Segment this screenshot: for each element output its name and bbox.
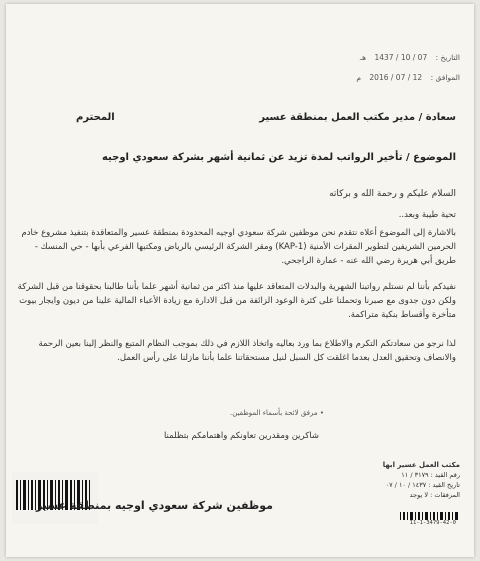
body-paragraph-2: نفيدكم بأننا لم نستلم رواتبنا الشهرية والبدلات المتعاقد عليها منذ اكثر من ثمانية أشهر علما بأننا طالبنا بحقوقنا من قبل الشركة ولكن دون جدوى مع صبرنا وتحملنا على كثرة الوعود الزائفة من قبل الادارة مع زيادة الأعباء المالية علينا من ديون وايجار بيوت متأخرة وأقساط بنكية متراكمة. [17,282,456,320]
incoming-stamp [378,460,460,512]
body-paragraph-3: لذا نرجو من سعادتكم التكرم والاطلاع بما ورد بعاليه واتخاذ اللازم في ذلك بموجب النظام المتبع والنظر إلينا بعين الرحمة والانصاف وتحقيق العدل بعدما اغلقت كل السبل لنيل مستحقاتنا علما بأننا مازلنا على رأس العمل. [38,339,456,363]
barcode-icon [12,472,98,524]
hijri-suffix: هـ [359,53,367,62]
stamp-code: 11-1-3479-42-0 [409,520,456,526]
letter-page [6,4,474,557]
barcode-sticker [12,472,98,524]
bullet-icon: • [317,409,324,417]
stamp-title: مكتب العمل عسير ابها [382,461,460,469]
sender-signature: موظفين شركة سعودي اوجيه بمنطقة عسير [36,499,273,512]
body-paragraph-1: بالاشارة إلى الموضوع أعلاه نتقدم نحن موظفين شركة سعودي اوجيه المحدودة بمنطقة عسير والمتعاقدة بتنفيذ مشروع خادم الحرمين الشريفين لتطوير المقرات الأمنية (KAP-1) ومقر الشركة الرئيسي بالرياض ومكتبها الفرعي بأبها - حي المنسك - طريق أبي هريرة رضي الله عنه - عمارة الراجحي. [21,228,456,266]
gregorian-date: 12 / 07 / 2016 [369,73,423,82]
salutation: السلام عليكم و رحمة الله و بركاته [329,189,456,199]
attachment-text: مرفق لائحة بأسماء الموظفين. [230,409,318,417]
stamp-entry-date: تاريخ القيد : ١٤٣٧ / ١٠ / ٠٧ [385,481,460,489]
date-block [220,48,460,88]
gregorian-date-line [220,68,460,88]
addressee-to: سعادة / مدير مكتب العمل بمنطقة عسير [259,112,456,123]
gregorian-suffix: م [356,73,362,82]
stamp-incoming-number: رقم القيد : ٣١٧٩ / ١١ [401,471,460,479]
hijri-date-line [220,48,460,68]
corresponds-label: الموافق : [430,73,460,82]
hijri-date: 07 / 10 / 1437 [374,53,428,62]
stamp-attachments: المرفقات : لا يوجد [409,491,460,499]
addressee-honorific: المحترم [76,112,115,123]
closing-line: شاكرين ومقدرين تعاونكم واهتمامكم بتظلمنا [163,431,319,441]
attachment-note [230,409,324,417]
stamp-barcode-icon [400,512,460,520]
salutation-2: تحية طيبة وبعد.. [398,210,456,220]
addressee [76,112,456,123]
date-label: التاريخ : [435,53,460,62]
subject-line: الموضوع / تأخير الرواتب لمدة تزيد عن ثمانية أشهر بشركة سعودي اوجيه [101,152,456,163]
